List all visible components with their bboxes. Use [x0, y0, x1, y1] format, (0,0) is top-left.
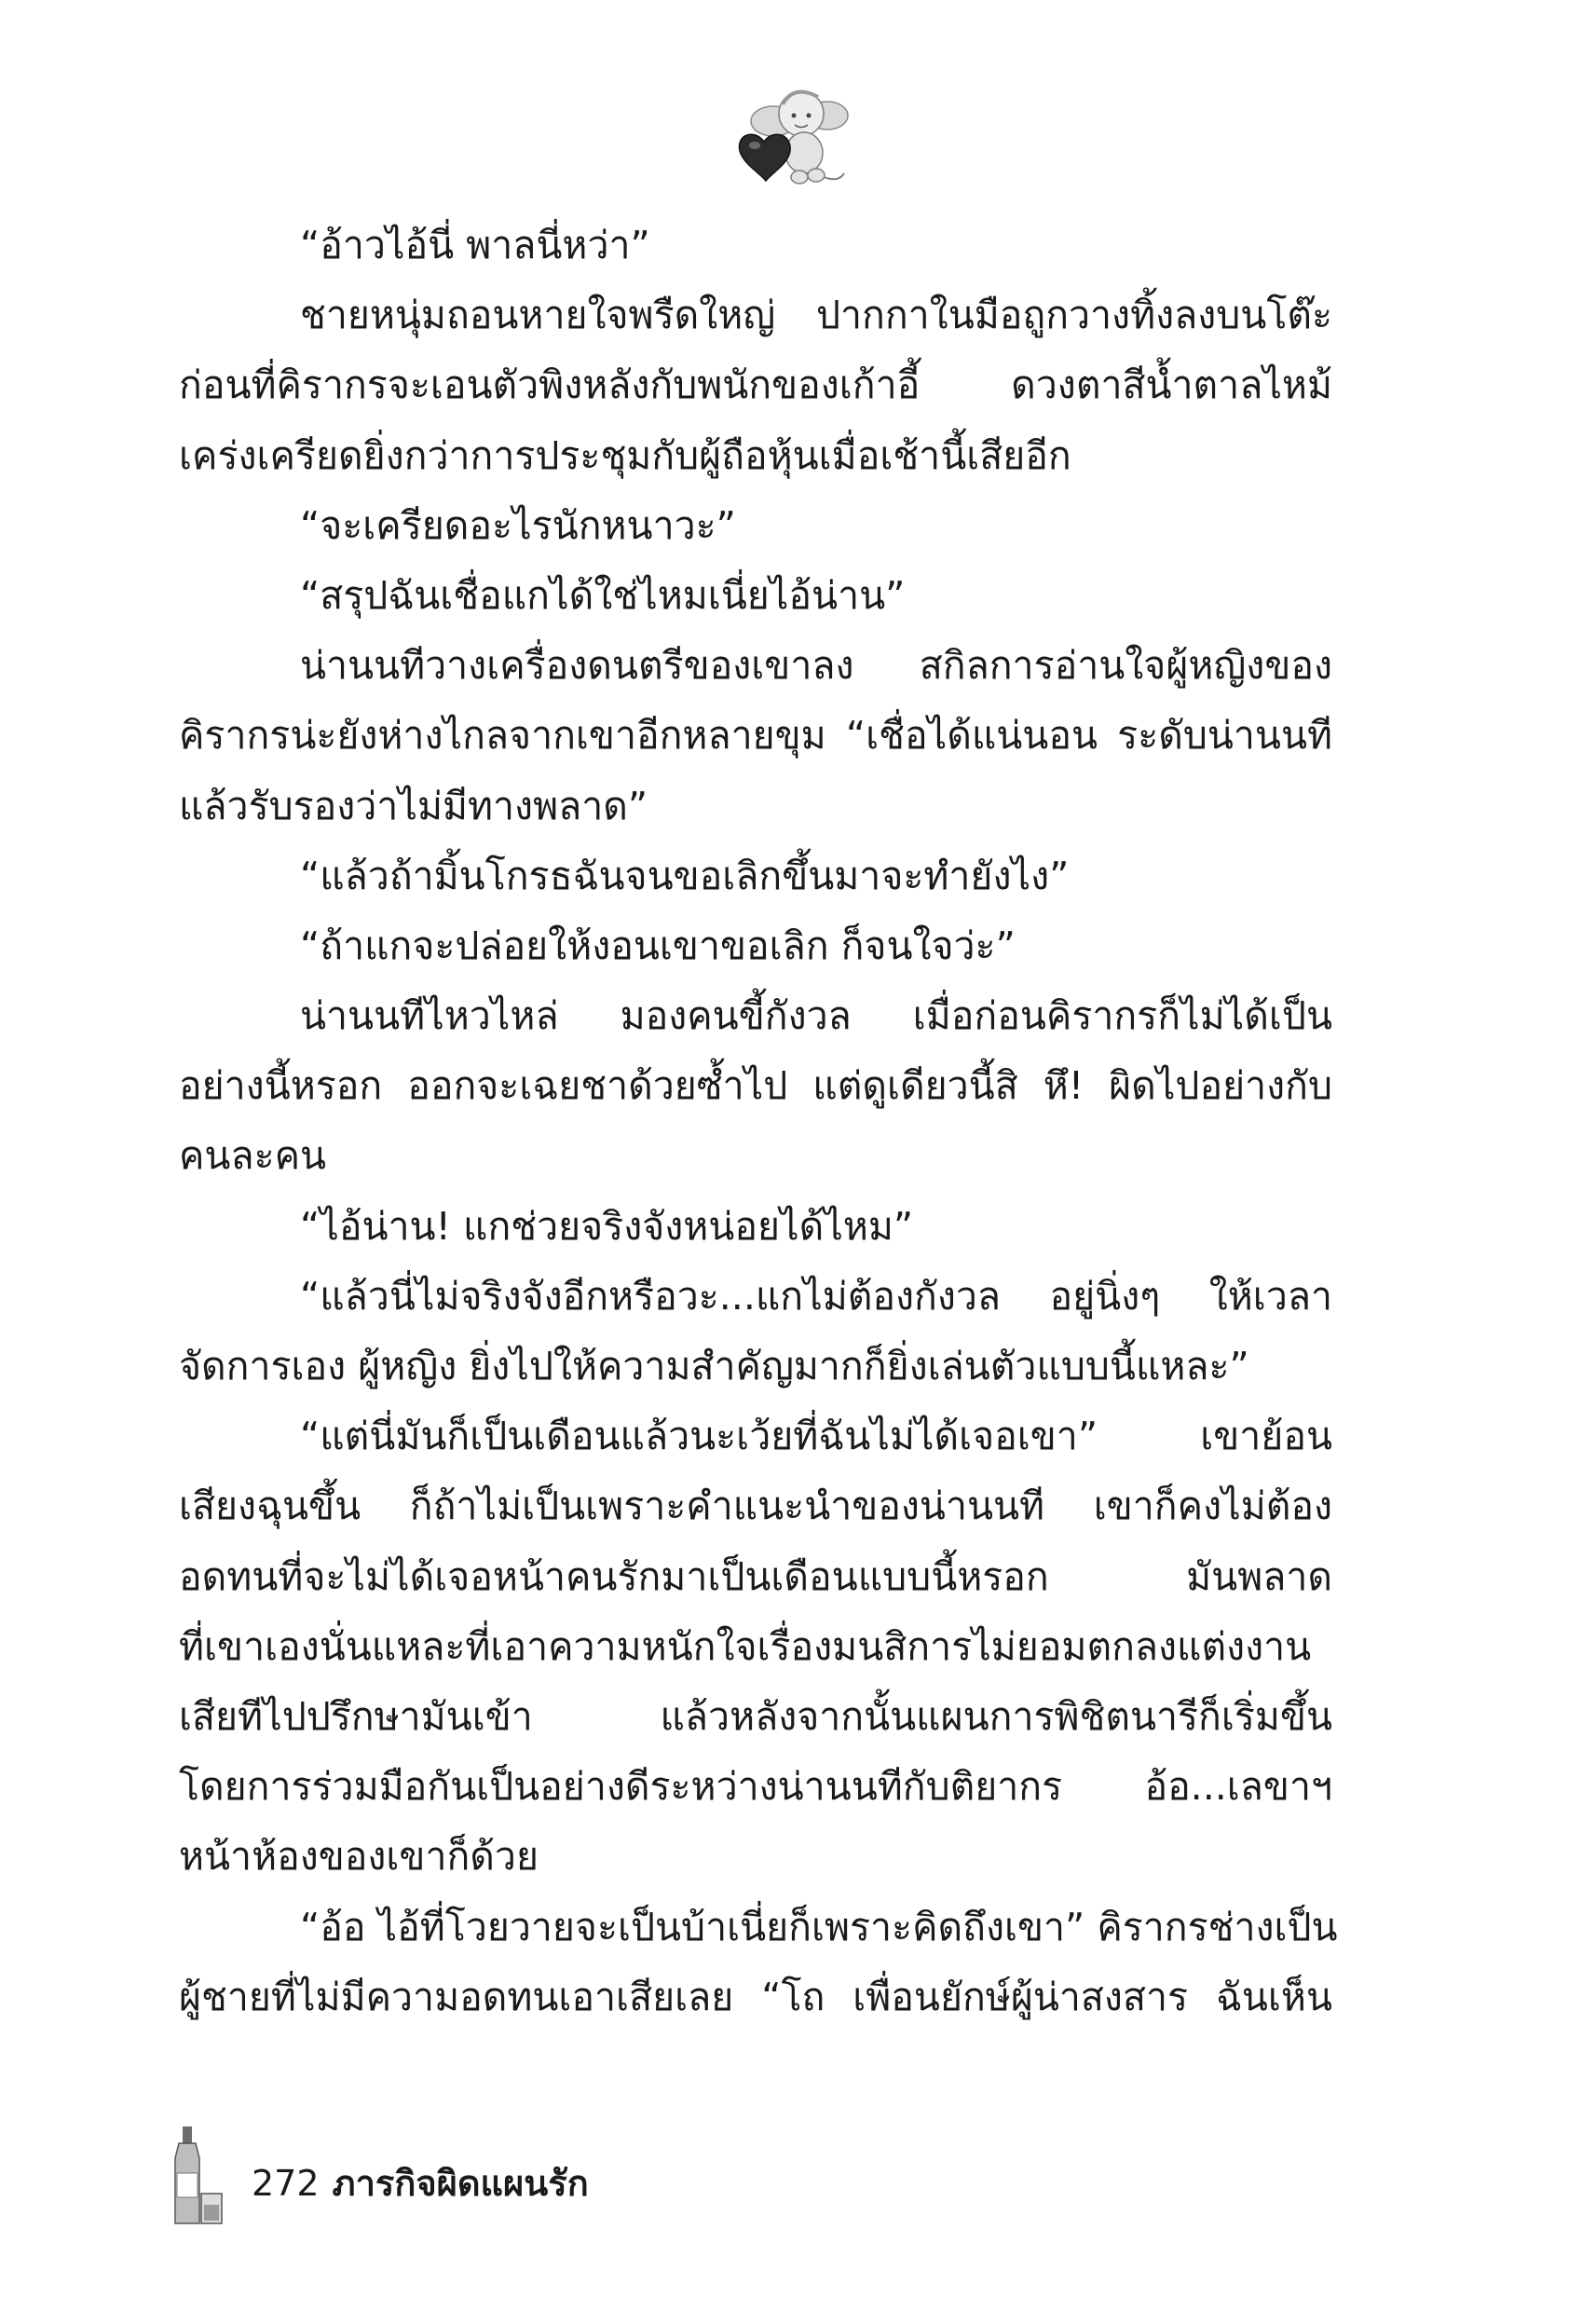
text-line: “แต่นี่มันก็เป็นเดือนแล้วนะเว้ยที่ฉันไม่ได้เจอเขา” เขาย้อน	[300, 1414, 1332, 1459]
text-line: แล้วรับรองว่าไม่มีทางพลาด”	[179, 783, 648, 828]
text-line: “แล้วนี่ไม่จริงจังอีกหรือวะ...แกไม่ต้องกังวล อยู่นิ่งๆ ให้เวลา	[300, 1273, 1332, 1319]
cupid-with-heart-icon	[708, 73, 866, 194]
text-line: “อ้อ ไอ้ที่โวยวายจะเป็นบ้าเนี่ยก็เพราะคิดถึงเขา” คิรากรช่างเป็น	[300, 1904, 1338, 1949]
page-number: 272	[252, 2163, 320, 2204]
text-line: “แล้วถ้ามิ้นโกรธฉันจนขอเลิกขึ้นมาจะทำยังไง”	[300, 853, 1070, 898]
footer-text	[252, 2160, 589, 2207]
text-line: เคร่งเครียดยิ่งกว่าการประชุมกับผู้ถือหุ้นเมื่อเช้านี้เสียอีก	[179, 432, 1071, 478]
text-line: ก่อนที่คิรากรจะเอนตัวพิงหลังกับพนักของเก้าอี้ ดวงตาสีน้ำตาลไหม้	[179, 362, 1332, 408]
text-line: น่านนทีวางเครื่องดนตรีของเขาลง สกิลการอ่านใจผู้หญิงของ	[300, 643, 1332, 689]
text-line: เสียทีไปปรึกษามันเข้า แล้วหลังจากนั้นแผนการพิชิตนารีก็เริ่มขึ้น	[179, 1693, 1332, 1739]
text-line: คิรากรน่ะยังห่างไกลจากเขาอีกหลายขุม “เชื่อได้แน่นอน ระดับน่านนที	[179, 713, 1332, 759]
text-line: “อ้าวไอ้นี่ พาลนี่หว่า”	[300, 223, 650, 267]
text-line: อดทนที่จะไม่ได้เจอหน้าคนรักมาเป็นเดือนแบบนี้หรอก มันพลาด	[179, 1553, 1332, 1599]
text-line: เสียงฉุนขึ้น ก็ถ้าไม่เป็นเพราะคำแนะนำของน่านนที เขาก็คงไม่ต้อง	[179, 1484, 1332, 1529]
text-line: ที่เขาเองนั่นแหละที่เอาความหนักใจเรื่องมนสิการไม่ยอมตกลงแต่งงาน	[179, 1623, 1312, 1669]
text-line: อย่างนี้หรอก ออกจะเฉยชาด้วยซ้ำไป แต่ดูเดียวนี้สิ หึ! ผิดไปอย่างกับ	[179, 1063, 1332, 1109]
running-title: ภารกิจผิดแผนรัก	[332, 2163, 589, 2204]
text-line: จัดการเอง ผู้หญิง ยิ่งไปให้ความสำคัญมากก็ยิ่งเล่นตัวแบบนี้แหละ”	[179, 1344, 1249, 1388]
page-footer	[168, 2125, 820, 2227]
text-line: “ถ้าแกจะปล่อยให้งอนเขาขอเลิก ก็จนใจว่ะ”	[300, 923, 1016, 968]
body-text	[179, 211, 1338, 2032]
text-line: ชายหนุ่มถอนหายใจพรืดใหญ่ ปากกาในมือถูกวางทิ้งลงบนโต๊ะ	[300, 293, 1332, 338]
text-line: น่านนทีไหวไหล่ มองคนขี้กังวล เมื่อก่อนคิรากรก็ไม่ได้เป็น	[300, 993, 1332, 1039]
text-line: ผู้ชายที่ไม่มีความอดทนเอาเสียเลย “โถ เพื่อนยักษ์ผู้น่าสงสาร ฉันเห็น	[179, 1974, 1332, 2019]
text-line: หน้าห้องของเขาก็ด้วย	[179, 1834, 539, 1880]
text-line: “สรุปฉันเชื่อแกได้ใช่ไหมเนี่ยไอ้น่าน”	[300, 572, 906, 618]
text-line: คนละคน	[179, 1133, 327, 1179]
text-line: โดยการร่วมมือกันเป็นอย่างดีระหว่างน่านนทีกับติยากร อ้อ...เลขาฯ	[179, 1764, 1332, 1810]
text-line: “ไอ้น่าน! แกช่วยจริงจังหน่อยได้ไหม”	[300, 1203, 914, 1249]
text-line: “จะเครียดอะไรนักหนาวะ”	[300, 502, 736, 548]
bottle-and-glass-icon	[168, 2125, 227, 2227]
